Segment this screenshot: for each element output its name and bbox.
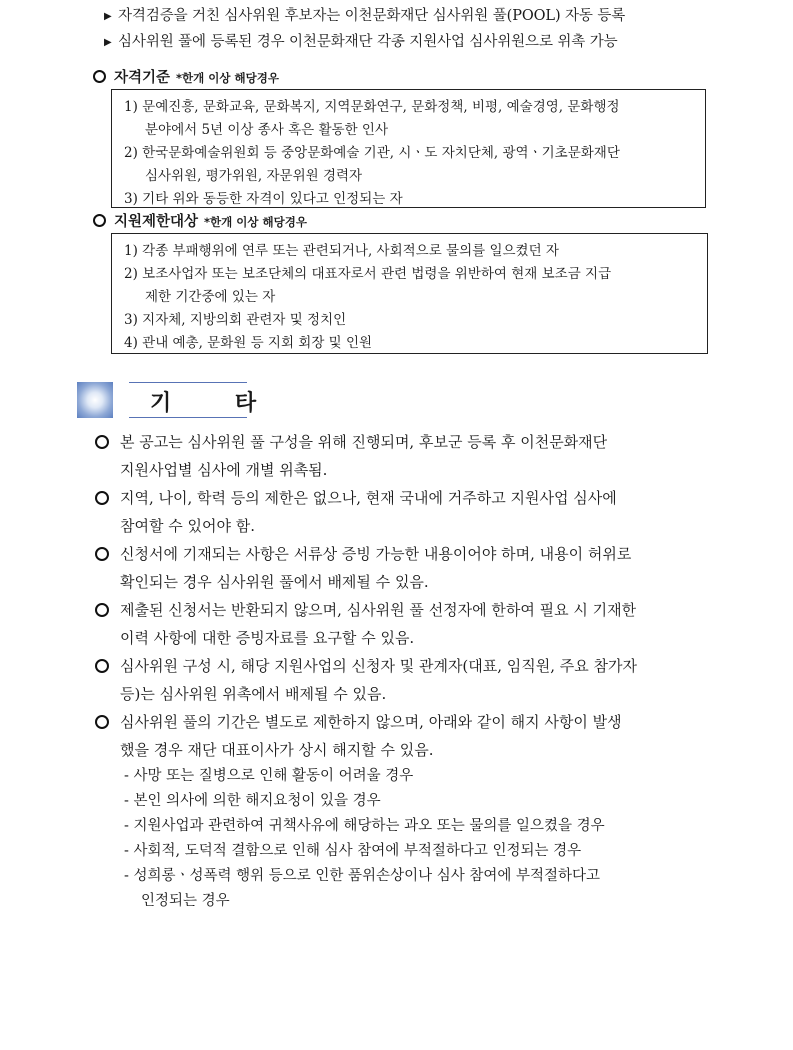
qualification-item: 분야에서 5년 이상 종사 혹은 활동한 인사 — [145, 122, 388, 138]
circle-bullet-icon — [95, 715, 109, 729]
etc-paragraph-1-line-2: 지원사업별 심사에 개별 위촉됨. — [120, 461, 328, 479]
restriction-box — [111, 233, 708, 354]
qualification-item: 심사위원, 평가위원, 자문위원 경력자 — [145, 168, 363, 184]
circle-bullet-icon — [95, 491, 109, 505]
heading-top-rule — [129, 382, 247, 383]
etc-paragraph-5-line-2: 등)는 심사위원 위촉에서 배제될 수 있음. — [120, 685, 387, 703]
triangle-right-icon: ▶ — [104, 11, 112, 22]
restriction-item: 3) 지자체, 지방의회 관련자 및 정치인 — [124, 312, 347, 328]
restriction-heading: 지원제한대상 *한개 이상 해당경우 — [93, 210, 307, 231]
section-square-icon — [77, 382, 113, 418]
etc-paragraph-5-line-1: 심사위원 구성 시, 해당 지원사업의 신청자 및 관계자(대표, 임직원, 주요 참가자 — [120, 657, 638, 675]
etc-paragraph-1-line-1: 본 공고는 심사위원 풀 구성을 위해 진행되며, 후보군 등록 후 이천문화재단 — [120, 433, 608, 451]
dash-item: - 성희롱ㆍ성폭력 행위 등으로 인한 품위손상이나 심사 참여에 부적절하다고 — [124, 868, 600, 884]
etc-paragraph-6-line-2: 했을 경우 재단 대표이사가 상시 해지할 수 있음. — [120, 741, 434, 759]
restriction-item: 4) 관내 예총, 문화원 등 지회 회장 및 인원 — [124, 335, 373, 351]
circle-bullet-icon — [93, 214, 106, 227]
circle-bullet-icon — [95, 659, 109, 673]
etc-paragraph-6-line-1: 심사위원 풀의 기간은 별도로 제한하지 않으며, 아래와 같이 해지 사항이 발생 — [120, 713, 622, 731]
restriction-item: 제한 기간중에 있는 자 — [145, 289, 276, 305]
heading-bottom-rule — [129, 417, 247, 418]
qualification-box — [111, 89, 706, 208]
qualification-heading: 자격기준 *한개 이상 해당경우 — [93, 66, 279, 87]
intro-line-2: ▶ 심사위원 풀에 등록된 경우 이천문화재단 각종 지원사업 심사위원으로 위촉 가능 — [104, 34, 618, 50]
triangle-right-icon: ▶ — [104, 37, 112, 48]
dash-item: - 사회적, 도덕적 결함으로 인해 심사 참여에 부적절하다고 인정되는 경우 — [124, 843, 582, 859]
etc-paragraph-4-line-1: 제출된 신청서는 반환되지 않으며, 심사위원 풀 선정자에 한하여 필요 시 기재한 — [120, 601, 637, 619]
qualification-item: 3) 기타 위와 동등한 자격이 있다고 인정되는 자 — [124, 191, 403, 207]
etc-paragraph-2-line-1: 지역, 나이, 학력 등의 제한은 없으나, 현재 국내에 거주하고 지원사업 심사에 — [120, 489, 617, 507]
etc-paragraph-4-line-2: 이력 사항에 대한 증빙자료를 요구할 수 있음. — [120, 629, 415, 647]
dash-item-continuation: 인정되는 경우 — [141, 893, 230, 909]
etc-paragraph-2-line-2: 참여할 수 있어야 함. — [120, 517, 255, 535]
restriction-item: 2) 보조사업자 또는 보조단체의 대표자로서 관련 법령을 위반하여 현재 보조금 지급 — [124, 266, 612, 282]
intro-line-1: ▶ 자격검증을 거친 심사위원 후보자는 이천문화재단 심사위원 풀(POOL) 자동 등록 — [104, 8, 626, 24]
circle-bullet-icon — [95, 603, 109, 617]
circle-bullet-icon — [95, 547, 109, 561]
etc-paragraph-3-line-2: 확인되는 경우 심사위원 풀에서 배제될 수 있음. — [120, 573, 429, 591]
restriction-item: 1) 각종 부패행위에 연루 또는 관련되거나, 사회적으로 물의를 일으켰던 자 — [124, 243, 559, 259]
circle-bullet-icon — [95, 435, 109, 449]
etc-heading: 기 타 — [150, 391, 285, 416]
dash-item: - 본인 의사에 의한 해지요청이 있을 경우 — [124, 793, 381, 809]
dash-item: - 지원사업과 관련하여 귀책사유에 해당하는 과오 또는 물의를 일으켰을 경우 — [124, 818, 605, 834]
circle-bullet-icon — [93, 70, 106, 83]
qualification-item: 2) 한국문화예술위원회 등 중앙문화예술 기관, 시ㆍ도 자치단체, 광역ㆍ기초문화재단 — [124, 145, 620, 161]
etc-paragraph-3-line-1: 신청서에 기재되는 사항은 서류상 증빙 가능한 내용이어야 하며, 내용이 허위로 — [120, 545, 632, 563]
dash-item: - 사망 또는 질병으로 인해 활동이 어려울 경우 — [124, 768, 414, 784]
qualification-item: 1) 문예진흥, 문화교육, 문화복지, 지역문화연구, 문화정책, 비평, 예술경영, 문화행정 — [124, 99, 620, 115]
